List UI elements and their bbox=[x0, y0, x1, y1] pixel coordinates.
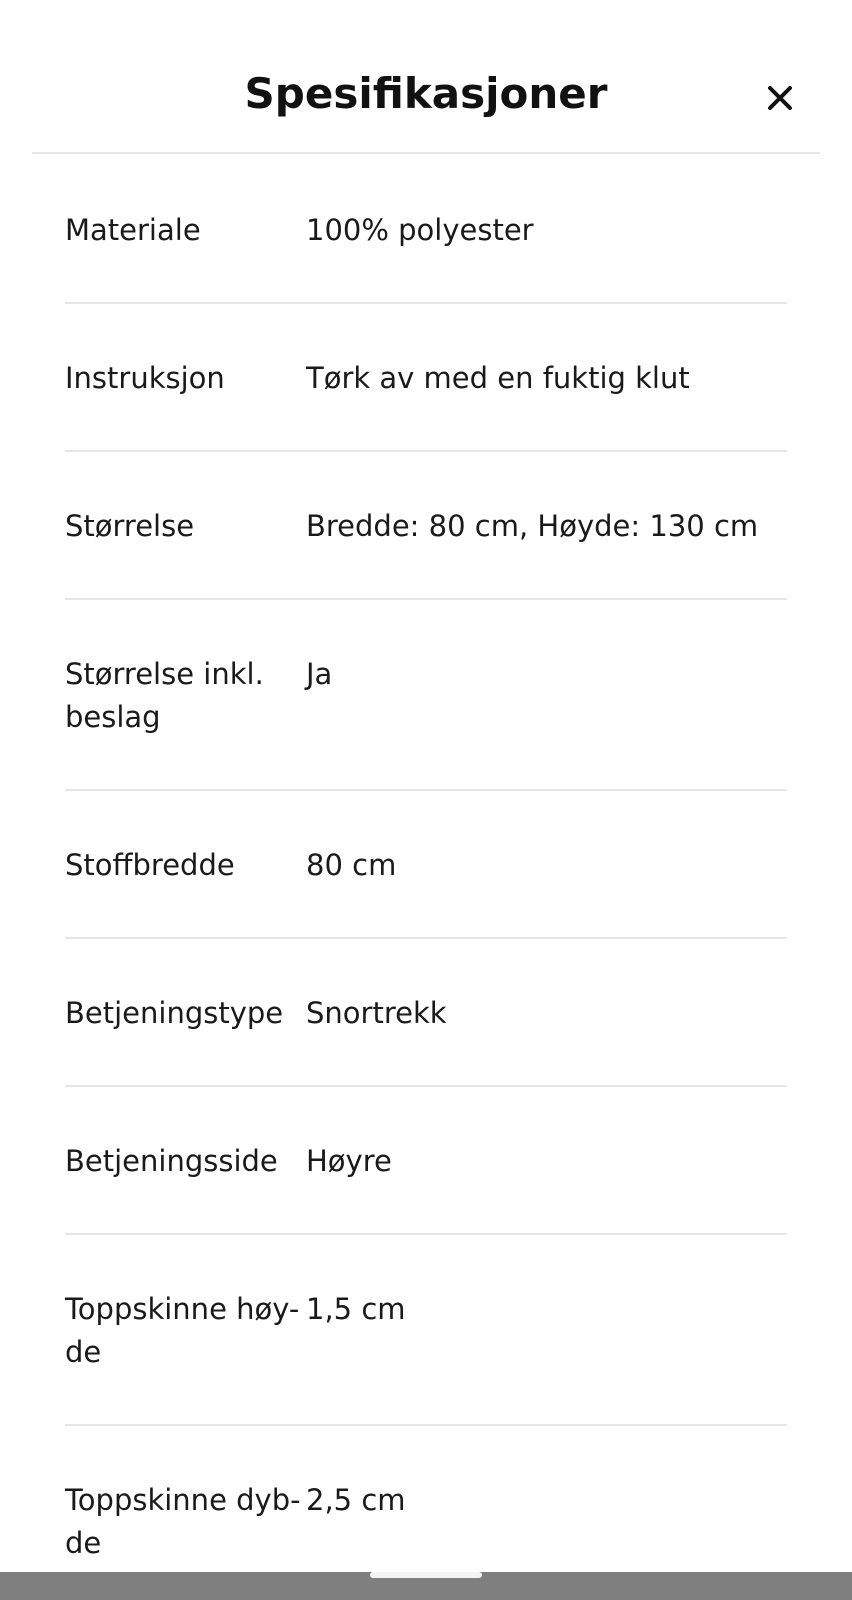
sheet-header bbox=[32, 0, 820, 154]
spec-label-line: beslag bbox=[65, 700, 161, 734]
spec-label bbox=[65, 1288, 306, 1374]
spec-value: 100% polyester bbox=[306, 213, 534, 247]
close-icon bbox=[767, 85, 793, 111]
spec-label-line: de bbox=[65, 1335, 102, 1369]
spec-label: Instruksjon bbox=[65, 361, 225, 395]
spec-row-storrelse-inkl-beslag bbox=[65, 600, 787, 791]
spec-value: 1,5 cm bbox=[306, 1292, 406, 1326]
home-indicator[interactable] bbox=[370, 1572, 482, 1578]
spec-value: Snortrekk bbox=[306, 996, 447, 1030]
spec-row-toppskinne-hoyde bbox=[65, 1235, 787, 1426]
spec-row-materiale bbox=[65, 156, 787, 304]
spec-label-line: de bbox=[65, 1526, 102, 1560]
spec-list bbox=[65, 156, 787, 1600]
spec-value: Bredde: 80 cm, Høyde: 130 cm bbox=[306, 509, 759, 543]
spec-label bbox=[65, 653, 306, 739]
close-button[interactable] bbox=[762, 80, 798, 116]
spec-value: Ja bbox=[306, 657, 333, 691]
spec-value: Tørk av med en fuktig klut bbox=[306, 361, 690, 395]
spec-label: Størrelse bbox=[65, 509, 195, 543]
spec-value: 80 cm bbox=[306, 848, 397, 882]
spec-row-betjeningsside bbox=[65, 1087, 787, 1235]
spec-row-betjeningstype bbox=[65, 939, 787, 1087]
spec-label-line: Toppskinne dyb- bbox=[65, 1483, 301, 1517]
spec-row-instruksjon bbox=[65, 304, 787, 452]
spec-value: 2,5 cm bbox=[306, 1483, 406, 1517]
spec-row-stoffbredde bbox=[65, 791, 787, 939]
page-title: Spesifikasjoner bbox=[244, 69, 608, 118]
spec-label: Betjeningstype bbox=[65, 996, 284, 1030]
spec-value: Høyre bbox=[306, 1144, 392, 1178]
spec-label bbox=[65, 1479, 306, 1565]
spec-label-line: Toppskinne høy- bbox=[65, 1292, 300, 1326]
spec-row-storrelse bbox=[65, 452, 787, 600]
spec-label: Betjeningsside bbox=[65, 1144, 278, 1178]
spec-label: Materiale bbox=[65, 213, 201, 247]
spec-label-line: Størrelse inkl. bbox=[65, 657, 264, 691]
spec-label: Stoffbredde bbox=[65, 848, 235, 882]
